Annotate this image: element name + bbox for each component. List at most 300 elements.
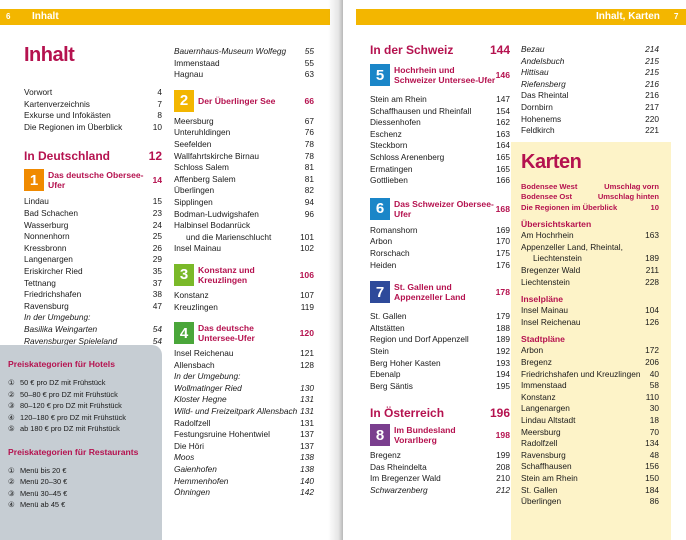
price-category-icon: ④ [8, 500, 15, 509]
toc-entry-page: 54 [152, 323, 162, 334]
toc-entry-page: 228 [645, 276, 659, 287]
toc-entry-label: Bregenzer Wald [521, 265, 581, 276]
chapter-7-heading[interactable] [370, 281, 510, 303]
toc-entry-label: Altstätten [370, 322, 405, 333]
toc-entry[interactable] [521, 305, 659, 317]
toc-entry-page: 78 [304, 150, 314, 161]
toc-entry[interactable] [24, 301, 162, 313]
toc-entry[interactable] [174, 371, 314, 383]
toc-entry[interactable] [370, 334, 510, 346]
toc-entry-label: Wasserburg [24, 219, 69, 230]
toc-entry-label: Riefensberg [521, 78, 566, 89]
toc-entry-page: 4 [157, 87, 162, 97]
chapter-5-title-line2: Schweizer Untersee-Ufer [394, 75, 496, 85]
chapter-7-title-line1: St. Gallen und [394, 282, 452, 293]
page-number-right: 7 [674, 12, 679, 21]
toc-entry-page: 58 [649, 380, 659, 391]
toc-entry-page: 7 [157, 98, 162, 109]
toc-entry[interactable] [174, 185, 314, 197]
toc-entry-label: Arbon [370, 236, 393, 247]
toc-entry-label: Liechtenstein [533, 253, 582, 264]
toc-entry-page: 215 [645, 55, 659, 66]
spine-shadow-left [328, 0, 343, 540]
toc-entry-label: Überlingen [521, 496, 562, 507]
island-maps-list [521, 305, 659, 328]
toc-entry-label: Bad Schachen [24, 207, 78, 218]
toc-entry[interactable] [370, 311, 510, 323]
toc-entry[interactable] [24, 99, 162, 111]
toc-entry[interactable] [521, 369, 659, 381]
price-entry-text: Menü bis 20 € [20, 465, 67, 475]
toc-entry[interactable] [521, 114, 659, 126]
toc-entry-page: 140 [300, 475, 314, 486]
toc-entry-page: 38 [152, 289, 162, 300]
surround-list [24, 324, 162, 347]
toc-entry-label: Berg Säntis [370, 380, 413, 391]
city-maps-list [521, 345, 659, 507]
toc-entry-label: St. Gallen [521, 484, 558, 495]
toc-entry-label: Überlingen [174, 185, 215, 196]
toc-entry[interactable] [521, 473, 659, 485]
toc-entry-label: Hohenems [521, 113, 562, 124]
chapter-1-heading[interactable] [24, 169, 162, 191]
price-category-icon: ③ [8, 488, 15, 498]
chapter-6-list [370, 225, 510, 271]
toc-entry-page: 26 [152, 242, 162, 253]
toc-entry-page: 192 [496, 345, 510, 356]
toc-entry[interactable] [174, 127, 314, 139]
chapter-4-heading[interactable] [174, 322, 314, 344]
chapter-7-badge: 7 [370, 281, 390, 303]
toc-entry-label: Friedrichshafen und Kreuzlingen [521, 368, 641, 379]
toc-entry[interactable] [174, 243, 314, 255]
toc-entry-page: 216 [645, 90, 659, 101]
toc-entry-page: 55 [304, 46, 314, 56]
toc-entry-page: 208 [496, 461, 510, 472]
toc-entry-label: Insel Reichenau [174, 348, 234, 359]
toc-entry-page: 214 [645, 44, 659, 54]
toc-entry-label: Kartenverzeichnis [24, 98, 90, 109]
toc-entry[interactable] [174, 406, 314, 418]
toc-entry[interactable] [521, 67, 659, 79]
toc-entry-page: 179 [496, 311, 510, 322]
toc-entry[interactable] [174, 302, 314, 314]
toc-entry[interactable] [174, 162, 314, 174]
toc-entry-page: 221 [645, 125, 659, 136]
toc-entry[interactable] [24, 220, 162, 232]
toc-entry-label: Öhningen [174, 487, 210, 498]
toc-entry[interactable] [24, 324, 162, 336]
toc-entry[interactable] [521, 230, 659, 242]
column-4 [521, 44, 659, 508]
toc-entry-page: 212 [496, 485, 510, 496]
toc-entry-page: 163 [496, 128, 510, 139]
toc-entry-label: Bregenz [521, 357, 552, 367]
chapter-8-badge: 8 [370, 424, 390, 446]
toc-entry-page: 35 [152, 265, 162, 276]
toc-entry-page: 30 [649, 403, 659, 414]
toc-entry[interactable] [24, 231, 162, 243]
toc-entry[interactable] [24, 110, 162, 122]
toc-entry[interactable] [370, 358, 510, 370]
toc-entry-page: 172 [645, 345, 659, 356]
toc-entry-page: 94 [304, 196, 314, 207]
toc-entry-page: 121 [300, 348, 314, 359]
toc-entry-label: Seefelden [174, 138, 212, 149]
chapter-7-title-line2: Appenzeller Land [394, 292, 466, 303]
toc-entry[interactable] [521, 192, 659, 203]
overview-maps-list [521, 230, 659, 288]
section-label: In Österreich [370, 406, 445, 421]
toc-entry-page: 67 [304, 115, 314, 126]
toc-entry[interactable] [174, 464, 314, 476]
toc-entry-label: Stein [370, 345, 389, 356]
toc-entry[interactable] [174, 476, 314, 488]
toc-entry-label: Steckborn [370, 140, 408, 151]
toc-entry-page: 165 [496, 151, 510, 162]
toc-entry[interactable] [24, 254, 162, 266]
toc-entry-label: Tettnang [24, 277, 56, 288]
chapter-4-badge: 4 [174, 322, 194, 344]
toc-entry-label: Insel Mainau [174, 243, 222, 254]
toc-entry[interactable] [370, 260, 510, 272]
toc-entry[interactable] [174, 441, 314, 453]
chapter-2-badge: 2 [174, 90, 194, 112]
maps-title: Karten [521, 150, 582, 173]
chapter-5-title [394, 65, 496, 85]
price-category-icon: ② [8, 389, 15, 399]
toc-entry[interactable] [174, 209, 314, 221]
toc-entry-page: 107 [300, 289, 314, 300]
toc-entry-page: 70 [649, 426, 659, 437]
toc-entry[interactable] [521, 265, 659, 277]
price-categories-box [0, 345, 162, 540]
price-entry [8, 499, 158, 511]
toc-entry[interactable] [521, 380, 659, 392]
toc-entry[interactable] [174, 290, 314, 302]
toc-entry[interactable] [370, 323, 510, 335]
toc-entry[interactable] [521, 461, 659, 473]
toc-entry-page: 176 [496, 259, 510, 270]
toc-entry-page: 193 [496, 357, 510, 368]
price-category-icon: ④ [8, 412, 15, 422]
toc-entry-label: Affenberg Salem [174, 173, 236, 184]
section-oesterreich[interactable] [370, 406, 510, 420]
toc-entry-label: Schaffhausen und Rheinfall [370, 105, 472, 116]
price-entry [8, 389, 158, 401]
toc-entry-label: Radolfzell [174, 417, 211, 428]
toc-entry-label: Wallfahrtskirche Birnau [174, 150, 259, 161]
toc-entry-label: Im Bregenzer Wald [370, 473, 441, 484]
toc-entry[interactable] [174, 487, 314, 499]
toc-entry-page: 82 [304, 185, 314, 196]
toc-entry[interactable] [370, 473, 510, 485]
toc-entry-label: Eschenz [370, 128, 402, 139]
chapter-3-badge: 3 [174, 264, 194, 286]
section-label: In Deutschland [24, 149, 111, 164]
city-maps-title: Stadtpläne [521, 334, 565, 345]
toc-entry-label: Immenstaad [521, 380, 567, 391]
chapter-1-list [24, 196, 162, 312]
toc-entry-label: Appenzeller Land, Rheintal, [521, 241, 623, 252]
toc-entry-page: 169 [496, 224, 510, 235]
toc-entry-label: Hittisau [521, 67, 549, 78]
column-1 [24, 44, 162, 347]
toc-entry-label: Bodensee Ost [521, 192, 573, 202]
toc-entry[interactable] [24, 208, 162, 220]
toc-entry[interactable] [521, 427, 659, 439]
toc-entry-label: Immenstaad [174, 57, 220, 68]
price-category-icon: ⑤ [8, 424, 15, 433]
toc-entry[interactable] [174, 197, 314, 209]
toc-entry[interactable] [521, 102, 659, 114]
toc-entry-page: 215 [645, 67, 659, 78]
toc-entry-page: 216 [645, 78, 659, 89]
toc-entry-label: und die Marienschlucht [186, 231, 272, 242]
toc-entry-page: 220 [645, 113, 659, 124]
toc-entry-page: 25 [152, 231, 162, 242]
toc-entry-label: Schloss Salem [174, 162, 229, 173]
toc-entry-label: Exkurse und Infokästen [24, 110, 111, 121]
toc-entry[interactable] [174, 116, 314, 128]
toc-entry[interactable] [24, 278, 162, 290]
chapter-3-heading[interactable] [174, 264, 314, 286]
chapter-2-list [174, 116, 314, 255]
toc-entry-page: 188 [496, 322, 510, 333]
price-entry-text: Menü ab 45 € [20, 500, 66, 509]
section-page: 196 [489, 406, 510, 421]
chapter-2-heading[interactable] [174, 90, 314, 112]
toc-entry-label: Sipplingen [174, 196, 213, 207]
toc-entry[interactable] [521, 203, 659, 214]
toc-entry-page: 150 [645, 472, 659, 483]
chapter-5-badge: 5 [370, 64, 390, 86]
toc-entry[interactable] [174, 394, 314, 406]
toc-entry[interactable] [521, 450, 659, 462]
toc-entry[interactable] [174, 69, 314, 81]
toc-entry[interactable] [370, 485, 510, 497]
toc-entry[interactable] [521, 44, 659, 56]
toc-entry-page: 40 [649, 368, 659, 379]
toc-entry[interactable] [521, 90, 659, 102]
toc-entry[interactable] [370, 140, 510, 152]
section-deutschland[interactable] [24, 149, 162, 163]
toc-entry-label: Die Regionen im Überblick [521, 202, 618, 212]
toc-entry-page: 131 [300, 406, 314, 417]
toc-entry-label: Kloster Hegne [174, 394, 227, 405]
toc-entry-label: Eriskircher Ried [24, 265, 83, 276]
toc-entry-label: Konstanz [174, 289, 209, 300]
chapter-8-title: Im Bundesland Vorarlberg [394, 425, 456, 446]
toc-entry-page: 175 [496, 247, 510, 258]
chapter-1-page: 14 [152, 175, 162, 186]
toc-entry-label: Ravensburg [24, 300, 69, 311]
toc-entry[interactable] [370, 381, 510, 393]
toc-entry-page: 128 [300, 359, 314, 370]
toc-entry-page: 23 [152, 207, 162, 218]
hotel-prices-list [8, 377, 158, 435]
toc-entry[interactable] [521, 438, 659, 450]
toc-entry-label: Am Hochrhein [521, 230, 574, 241]
toc-entry[interactable] [24, 87, 162, 99]
toc-entry[interactable] [521, 415, 659, 427]
toc-entry[interactable] [174, 232, 314, 244]
toc-entry-page: 102 [300, 243, 314, 254]
toc-entry[interactable] [174, 360, 314, 372]
price-category-icon: ② [8, 477, 15, 486]
overview-maps-title: Übersichtskarten [521, 219, 592, 230]
toc-entry[interactable] [521, 345, 659, 357]
toc-entry-label: Heiden [370, 259, 397, 270]
chapter-8-page: 198 [495, 430, 510, 441]
toc-entry[interactable] [370, 346, 510, 358]
toc-entry-page: 189 [496, 334, 510, 345]
toc-entry-page: 78 [304, 138, 314, 149]
toc-entry[interactable] [521, 277, 659, 289]
toc-entry[interactable] [521, 357, 659, 369]
toc-entry-label: Radolfzell [521, 438, 558, 449]
toc-entry-page: 156 [645, 461, 659, 472]
chapter-8-heading[interactable] [370, 424, 510, 446]
toc-entry-page: 199 [496, 450, 510, 461]
chapter-4-title-line2: Untersee-Ufer [198, 333, 255, 344]
toc-entry-page: 104 [645, 305, 659, 316]
chapter-3-list [174, 290, 314, 313]
toc-entry[interactable] [174, 348, 314, 360]
toc-entry-label: Bauernhaus-Museum Wolfegg [174, 46, 287, 56]
toc-entry-page: 48 [649, 449, 659, 460]
toc-entry[interactable] [370, 175, 510, 187]
toc-entry-label: Gaienhofen [174, 464, 217, 475]
column-4-top-list [521, 44, 659, 137]
toc-entry-page: 29 [152, 254, 162, 265]
toc-entry-label: Meersburg [174, 115, 214, 126]
toc-entry[interactable] [370, 152, 510, 164]
toc-entry-page: 138 [300, 452, 314, 463]
toc-entry-label: Vorwort [24, 87, 53, 97]
toc-entry-page: 217 [645, 101, 659, 112]
toc-entry[interactable] [174, 429, 314, 441]
toc-entry-page: 206 [645, 357, 659, 367]
toc-entry[interactable] [174, 220, 314, 232]
toc-entry-page: 86 [649, 496, 659, 507]
chapter-3-title: Konstanz und Kreuzlingen [198, 264, 255, 285]
toc-entry[interactable] [174, 174, 314, 186]
toc-entry-label: Ravensburg [521, 449, 566, 460]
maps-overview-list [521, 182, 659, 214]
toc-entry[interactable] [370, 248, 510, 260]
toc-entry-label: Konstanz [521, 391, 556, 402]
toc-entry[interactable] [521, 403, 659, 415]
page-title: Inhalt [24, 44, 75, 66]
toc-entry[interactable] [521, 56, 659, 68]
toc-entry-page: 119 [300, 301, 314, 312]
toc-entry-label: Moos [174, 452, 195, 463]
toc-entry-label: Meersburg [521, 426, 561, 437]
price-entry-text: Menü 20–30 € [20, 477, 68, 486]
toc-entry-page: 184 [645, 484, 659, 495]
toc-entry-label: Allensbach [174, 359, 215, 370]
toc-entry[interactable] [521, 242, 659, 254]
toc-entry-label: Nonnenhorn [24, 231, 70, 242]
toc-entry-label: Rorschach [370, 247, 410, 258]
toc-entry-page: 8 [157, 110, 162, 121]
toc-entry[interactable] [370, 129, 510, 141]
toc-entry[interactable] [174, 58, 314, 70]
toc-entry-label: Bodensee West [521, 181, 578, 191]
toc-entry[interactable] [370, 450, 510, 462]
toc-entry-page: 195 [496, 380, 510, 391]
toc-entry[interactable] [24, 266, 162, 278]
toc-entry[interactable] [521, 125, 659, 137]
toc-entry[interactable] [521, 496, 659, 508]
toc-entry[interactable] [370, 94, 510, 106]
toc-entry-page: 138 [300, 464, 314, 475]
toc-entry-page: 165 [496, 163, 510, 174]
toc-entry-label: Arbon [521, 345, 544, 356]
toc-entry[interactable] [24, 196, 162, 208]
toc-entry[interactable] [521, 182, 659, 193]
toc-entry-page: 131 [300, 417, 314, 428]
column-2 [174, 46, 314, 499]
price-category-icon: ① [8, 465, 15, 475]
toc-entry[interactable] [174, 383, 314, 395]
toc-entry-page: 210 [496, 473, 510, 484]
toc-entry-label: Hagnau [174, 69, 204, 80]
toc-entry-page: 47 [152, 300, 162, 311]
toc-entry[interactable] [370, 236, 510, 248]
section-schweiz[interactable] [370, 43, 510, 57]
toc-entry[interactable] [174, 46, 314, 58]
toc-entry[interactable] [521, 392, 659, 404]
toc-entry-page: 130 [300, 382, 314, 393]
toc-entry[interactable] [174, 151, 314, 163]
toc-entry[interactable] [521, 79, 659, 91]
toc-entry[interactable] [370, 117, 510, 129]
toc-entry[interactable] [370, 164, 510, 176]
toc-entry[interactable] [174, 418, 314, 430]
toc-entry[interactable] [521, 253, 659, 265]
toc-entry[interactable] [370, 462, 510, 474]
toc-entry[interactable] [370, 369, 510, 381]
chapter-6-title: Das Schweizer Obersee-Ufer [394, 198, 494, 219]
price-entry-text: 50–80 € pro DZ mit Frühstück [20, 389, 118, 399]
toc-entry-label: Friedrichshafen [24, 289, 82, 300]
chapter-6-heading[interactable] [370, 198, 510, 220]
toc-entry[interactable] [24, 289, 162, 301]
toc-entry[interactable] [24, 122, 162, 134]
toc-entry[interactable] [370, 106, 510, 118]
price-category-icon: ① [8, 378, 15, 387]
restaurant-prices-list [8, 465, 158, 511]
restaurant-prices-title: Preiskategorien für Restaurants [8, 446, 139, 457]
toc-entry[interactable] [370, 225, 510, 237]
toc-entry-label: In der Umgebung: [174, 371, 241, 382]
toc-entry-label: Hemmenhofen [174, 475, 229, 486]
toc-entry-label: Schloss Arenenberg [370, 151, 445, 162]
toc-entry-label: Feldkirch [521, 125, 555, 136]
toc-entry[interactable] [521, 485, 659, 497]
toc-entry[interactable] [174, 139, 314, 151]
toc-entry-label: Die Regionen im Überblick [24, 121, 123, 132]
toc-entry[interactable] [174, 452, 314, 464]
toc-entry[interactable] [521, 317, 659, 329]
chapter-3-page: 106 [299, 269, 314, 280]
toc-entry-page: 142 [300, 487, 314, 498]
toc-entry-label: Stein am Rhein [521, 472, 578, 483]
chapter-5-heading[interactable] [370, 64, 510, 86]
toc-entry[interactable] [24, 243, 162, 255]
